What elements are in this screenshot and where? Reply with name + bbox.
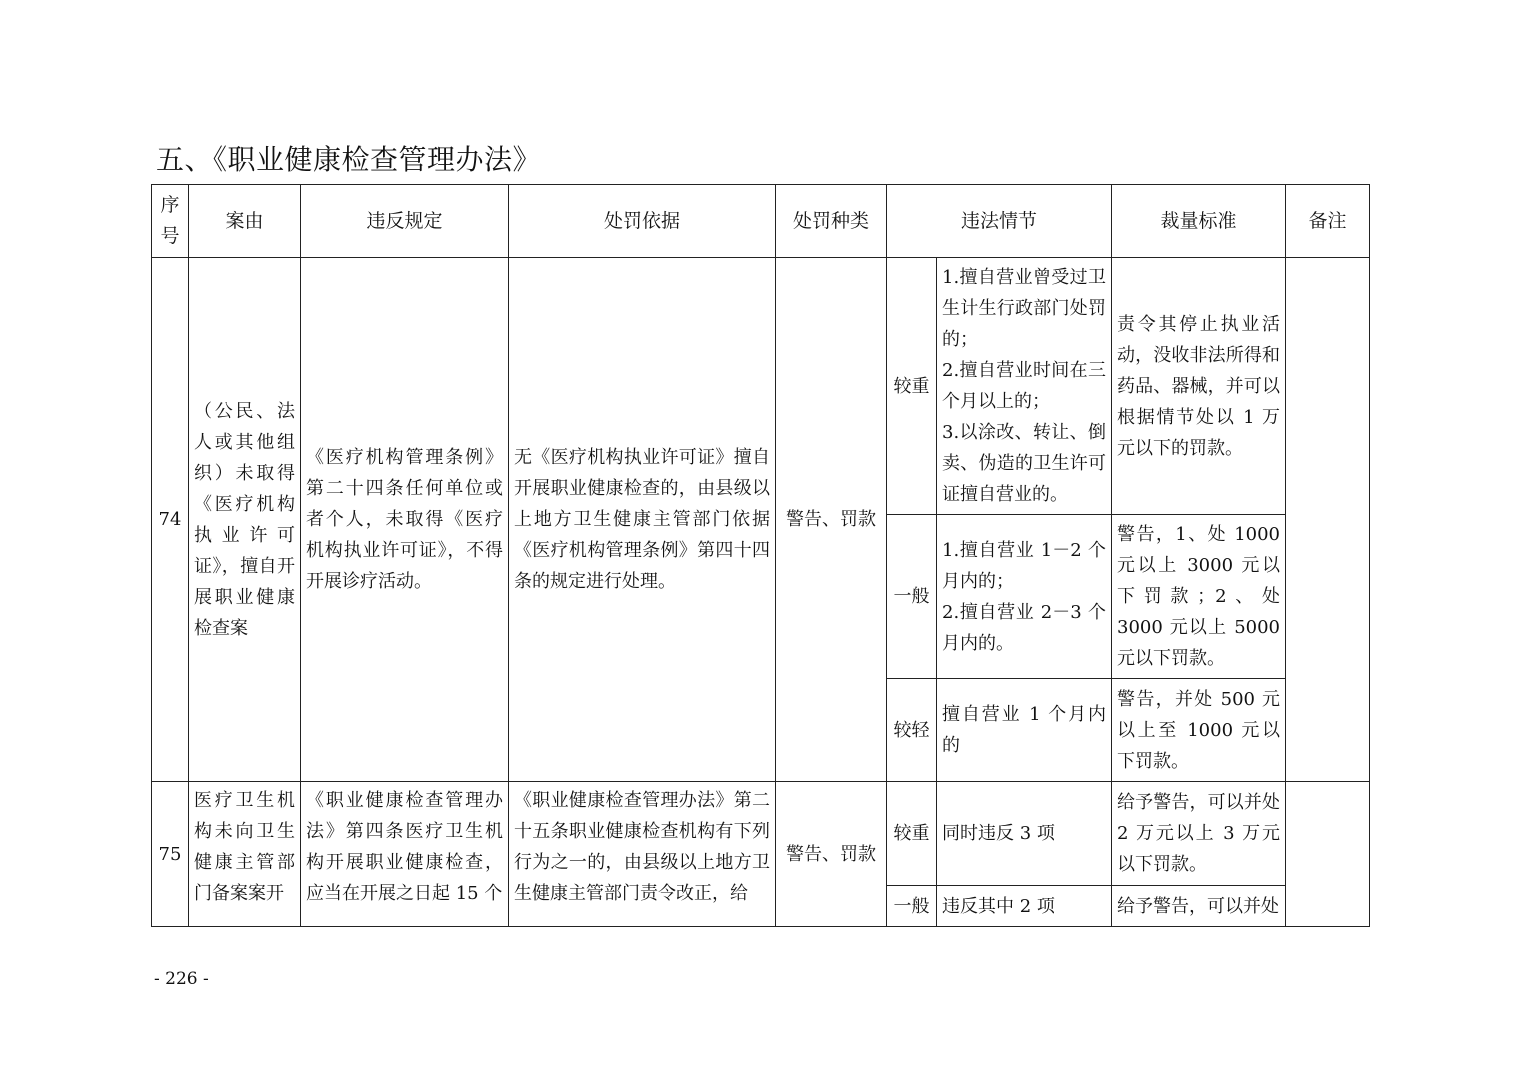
page-number: - 226 - <box>154 969 209 989</box>
row-penalty: 警告、罚款 <box>776 782 887 927</box>
row-seq: 75 <box>152 782 189 927</box>
header-row <box>152 185 1370 258</box>
row-standard: 给予警告，可以并处 <box>1112 886 1286 927</box>
row-circumstance: 1.擅自营业 1－2 个月内的； 2.擅自营业 2－3 个月内的。 <box>937 515 1112 679</box>
row-penalty: 警告、罚款 <box>776 258 887 782</box>
row-violation: 《医疗机构管理条例》第二十四条任何单位或者个人，未取得《医疗机构执业许可证》，不得开展诊疗活动。 <box>301 258 509 782</box>
penalty-table <box>151 184 1370 927</box>
row-standard: 警告，1、处 1000 元以上 3000 元以下罚款；2、处 3000 元以上 5000 元以下罚款。 <box>1112 515 1286 679</box>
row-level: 一般 <box>887 515 937 679</box>
row-basis: 无《医疗机构执业许可证》擅自开展职业健康检查的，由县级以上地方卫生健康主管部门依据《医疗机构管理条例》第四十四条的规定进行处理。 <box>509 258 776 782</box>
header-violation: 违反规定 <box>301 185 509 258</box>
header-basis: 处罚依据 <box>509 185 776 258</box>
row-level: 较轻 <box>887 679 937 782</box>
header-cause: 案由 <box>189 185 301 258</box>
header-seq: 序号 <box>152 185 189 258</box>
row-standard: 给予警告，可以并处 2 万元以上 3 万元以下罚款。 <box>1112 782 1286 886</box>
row-circumstance: 违反其中 2 项 <box>937 886 1112 927</box>
table-row <box>152 782 1370 886</box>
row-standard: 责令其停止执业活动，没收非法所得和药品、器械，并可以根据情节处以 1 万元以下的罚款。 <box>1112 258 1286 515</box>
row-basis: 《职业健康检查管理办法》第二十五条职业健康检查机构有下列行为之一的，由县级以上地方卫生健康主管部门责令改正，给 <box>509 782 776 927</box>
row-level: 一般 <box>887 886 937 927</box>
row-level: 较重 <box>887 782 937 886</box>
row-cause: 医疗卫生机构未向卫生健康主管部门备案案开 <box>189 782 301 927</box>
row-circumstance: 同时违反 3 项 <box>937 782 1112 886</box>
table-row <box>152 258 1370 515</box>
header-standard: 裁量标准 <box>1112 185 1286 258</box>
row-violation: 《职业健康检查管理办法》第四条医疗卫生机构开展职业健康检查，应当在开展之日起 15 个 <box>301 782 509 927</box>
row-remark <box>1286 258 1370 782</box>
page-title: 五、《职业健康检查管理办法》 <box>156 143 542 176</box>
header-remark: 备注 <box>1286 185 1370 258</box>
row-circumstance: 擅自营业 1 个月内的 <box>937 679 1112 782</box>
row-remark <box>1286 782 1370 927</box>
row-cause: （公民、法人或其他组织）未取得《医疗机构执业许可证》，擅自开展职业健康检查案 <box>189 258 301 782</box>
header-circumstance: 违法情节 <box>887 185 1112 258</box>
row-level: 较重 <box>887 258 937 515</box>
row-circumstance: 1.擅自营业曾受过卫生计生行政部门处罚的； 2.擅自营业时间在三个月以上的； 3.以涂改、转让、倒卖、伪造的卫生许可证擅自营业的。 <box>937 258 1112 515</box>
row-seq: 74 <box>152 258 189 782</box>
row-standard: 警告，并处 500 元以上至 1000 元以下罚款。 <box>1112 679 1286 782</box>
header-penalty: 处罚种类 <box>776 185 887 258</box>
